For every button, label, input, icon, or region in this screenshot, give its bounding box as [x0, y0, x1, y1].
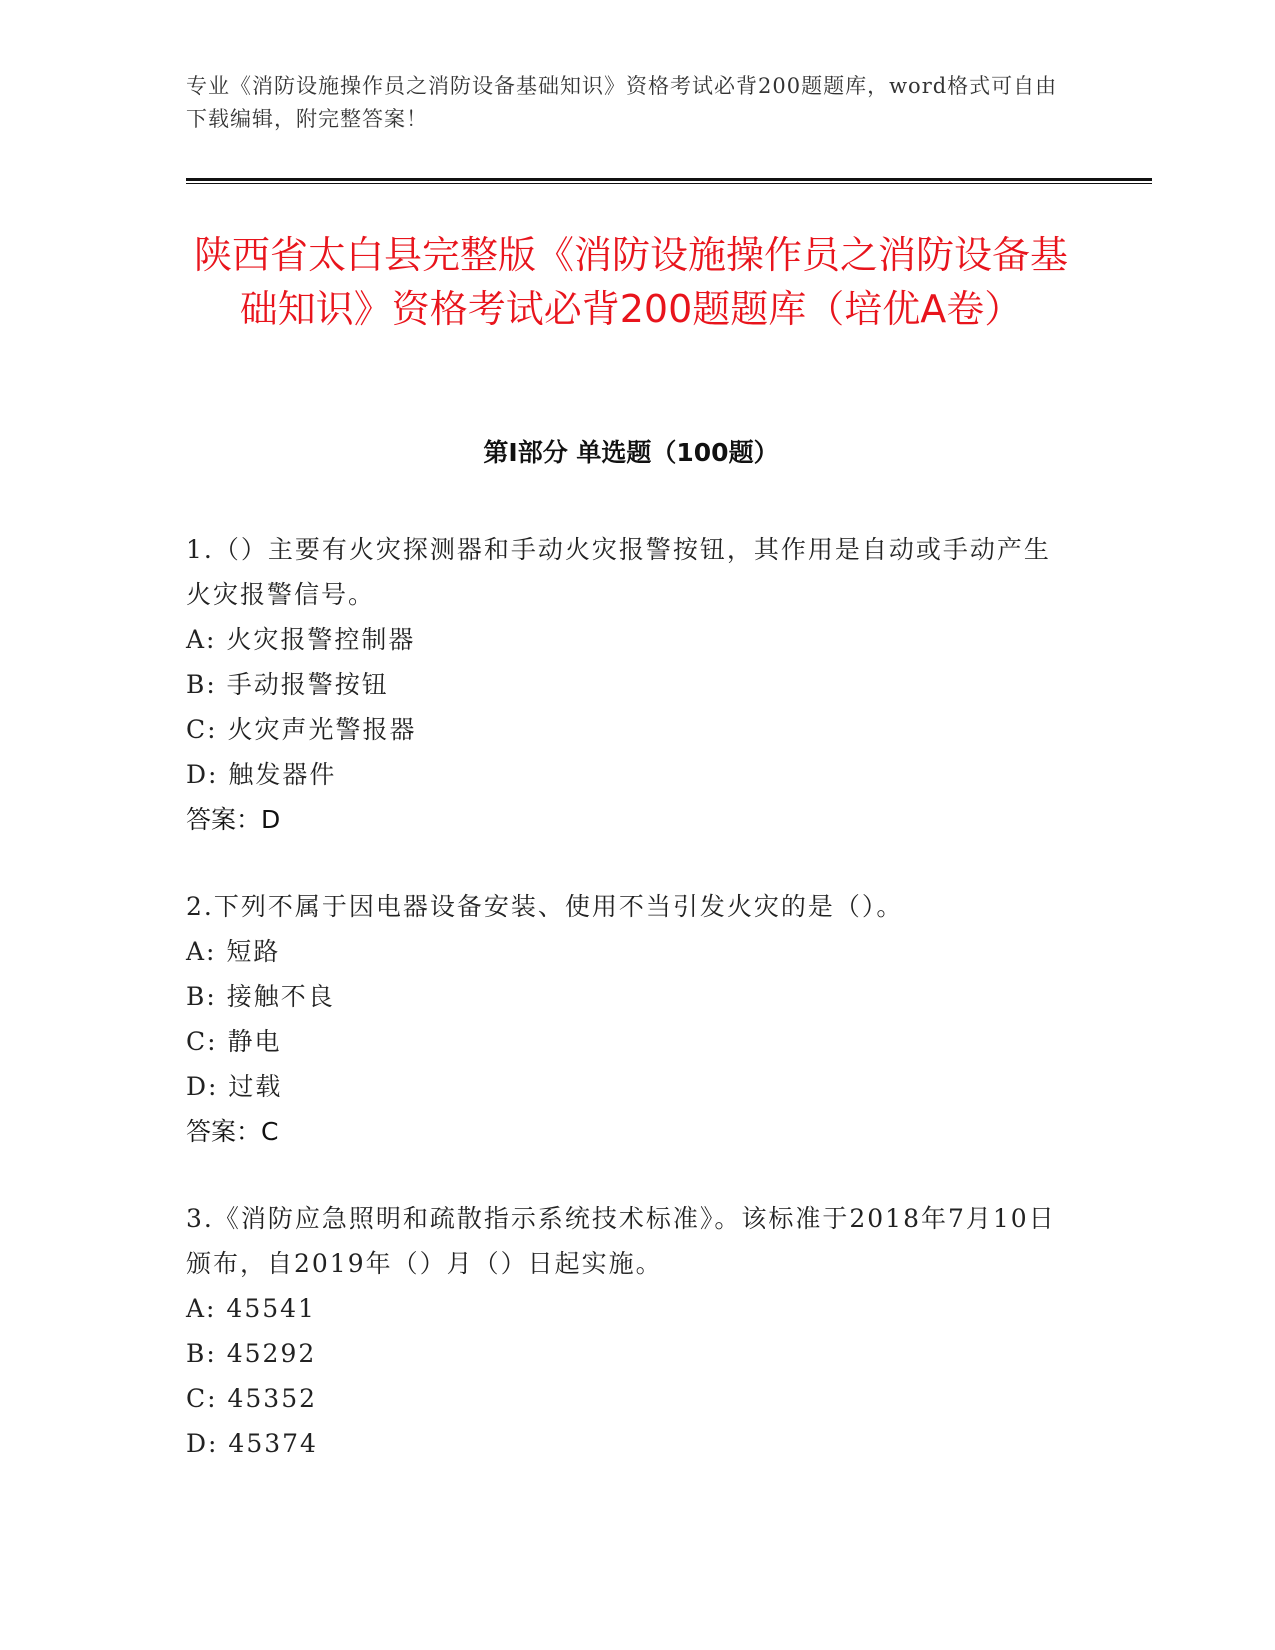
option-a: A: 短路: [186, 937, 281, 966]
option-b: B: 手动报警按钮: [186, 670, 389, 699]
section-heading: 第I部分 单选题（100题）: [483, 438, 779, 467]
answer: 答案：D: [186, 805, 281, 834]
option-a: A: 火灾报警控制器: [186, 625, 416, 654]
question-3: [186, 1196, 1076, 1466]
option-b: B: 接触不良: [186, 982, 335, 1011]
option-d: D: 过载: [186, 1072, 283, 1101]
option-c: C: 火灾声光警报器: [186, 715, 417, 744]
answer: 答案：C: [186, 1117, 279, 1146]
header-divider-thin: [186, 183, 1152, 184]
question-stem: 3.《消防应急照明和疏散指示系统技术标准》。该标准于2018年7月10日颁布，自2019年（）月（）日起实施。: [186, 1204, 1056, 1278]
question-stem: 2.下列不属于因电器设备安装、使用不当引发火灾的是（）。: [186, 892, 904, 921]
option-c: C: 45352: [186, 1384, 318, 1413]
question-1: [186, 527, 1076, 842]
option-b: B: 45292: [186, 1339, 317, 1368]
option-d: D: 触发器件: [186, 760, 337, 789]
header-note: 专业《消防设施操作员之消防设备基础知识》资格考试必背200题题库，word格式可自由下载编辑，附完整答案！: [186, 74, 1058, 131]
option-a: A: 45541: [186, 1294, 316, 1323]
document-title: 陕西省太白县完整版《消防设施操作员之消防设备基础知识》资格考试必背200题题库（培优A卷）: [193, 233, 1068, 331]
header-divider-thick: [186, 178, 1152, 181]
question-list: [186, 527, 1076, 1508]
question-stem: 1.（）主要有火灾探测器和手动火灾报警按钮，其作用是自动或手动产生火灾报警信号。: [186, 535, 1051, 609]
option-d: D: 45374: [186, 1429, 318, 1458]
question-2: [186, 884, 1076, 1154]
option-c: C: 静电: [186, 1027, 282, 1056]
